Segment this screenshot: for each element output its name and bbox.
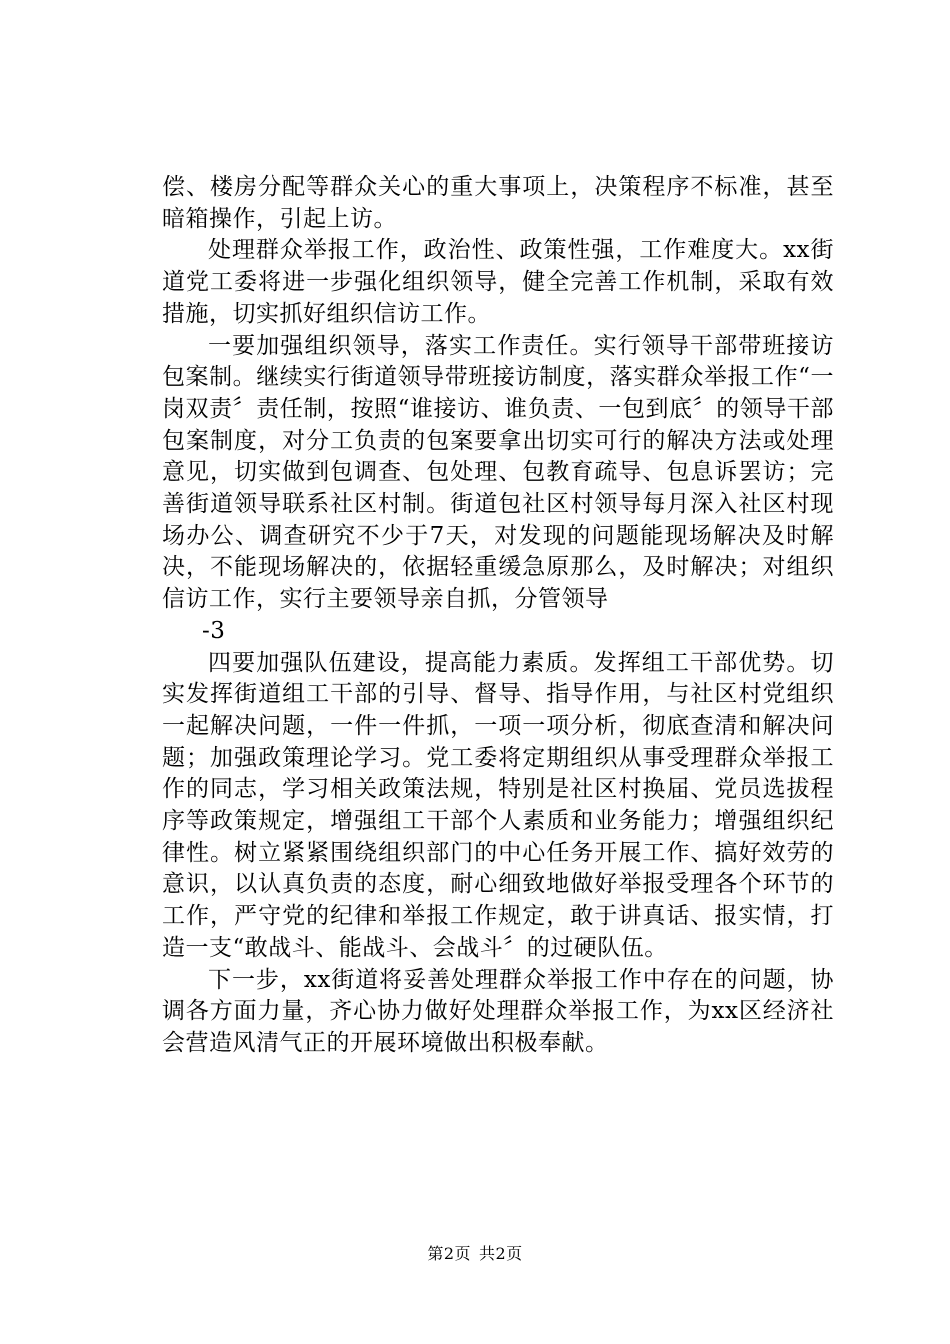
paragraph-4: 四要加强队伍建设，提高能力素质。发挥组工干部优势。切实发挥街道组工干部的引导、督导、指导作用，与社区村党组织一起解决问题，一件一件抓，一项一项分析，彻底查清和解决问题；加强政策理论学习。党工委将定期组织从事受理群众举报工作的同志，学习相关政策法规，特别是社区村换届、党员选拔程序等政策规定，增强组工干部个人素质和业务能力；增强组织纪律性。树立紧紧围绕组织部门的中心任务开展工作、搞好效劳的意识，以认真负责的态度，耐心细致地做好举报受理各个环节的工作，严守党的纪律和举报工作规定，敢于讲真话、报实情，打造一支“敢战斗、能战斗、会战斗〞的过硬队伍。	[162, 649, 834, 961]
page-marker: -3	[202, 617, 226, 644]
document-body	[162, 172, 834, 1060]
paragraph-1: 偿、楼房分配等群众关心的重大事项上，决策程序不标准，甚至暗箱操作，引起上访。	[162, 174, 834, 232]
paragraph-3: 一要加强组织领导，落实工作责任。实行领导干部带班接访包案制。继续实行街道领导带班接访制度，落实群众举报工作“一岗双责〞责任制，按照“谁接访、谁负责、一包到底〞的领导干部包案制度，对分工负责的包案要拿出切实可行的解决方法或处理意见，切实做到包调查、包处理、包教育疏导、包息诉罢访；完善街道领导联系社区村制。街道包社区村领导每月深入社区村现场办公、调查研究不少于7天，对发现的问题能现场解决及时解决，不能现场解决的，依据轻重缓急原那么，及时解决；对组织信访工作，实行主要领导亲自抓，分管领导	[162, 332, 834, 613]
paragraph-5: 下一步，xx街道将妥善处理群众举报工作中存在的问题，协调各方面力量，齐心协力做好处理群众举报工作，为xx区经济社会营造风清气正的开展环境做出积极奉献。	[162, 966, 834, 1056]
paragraph-2: 处理群众举报工作，政治性、政策性强，工作难度大。xx街道党工委将进一步强化组织领导，健全完善工作机制，采取有效措施，切实抓好组织信访工作。	[162, 237, 834, 327]
page-footer	[0, 1244, 950, 1264]
page-total: 共2页	[479, 1244, 523, 1263]
page-number: 第2页	[427, 1244, 471, 1263]
